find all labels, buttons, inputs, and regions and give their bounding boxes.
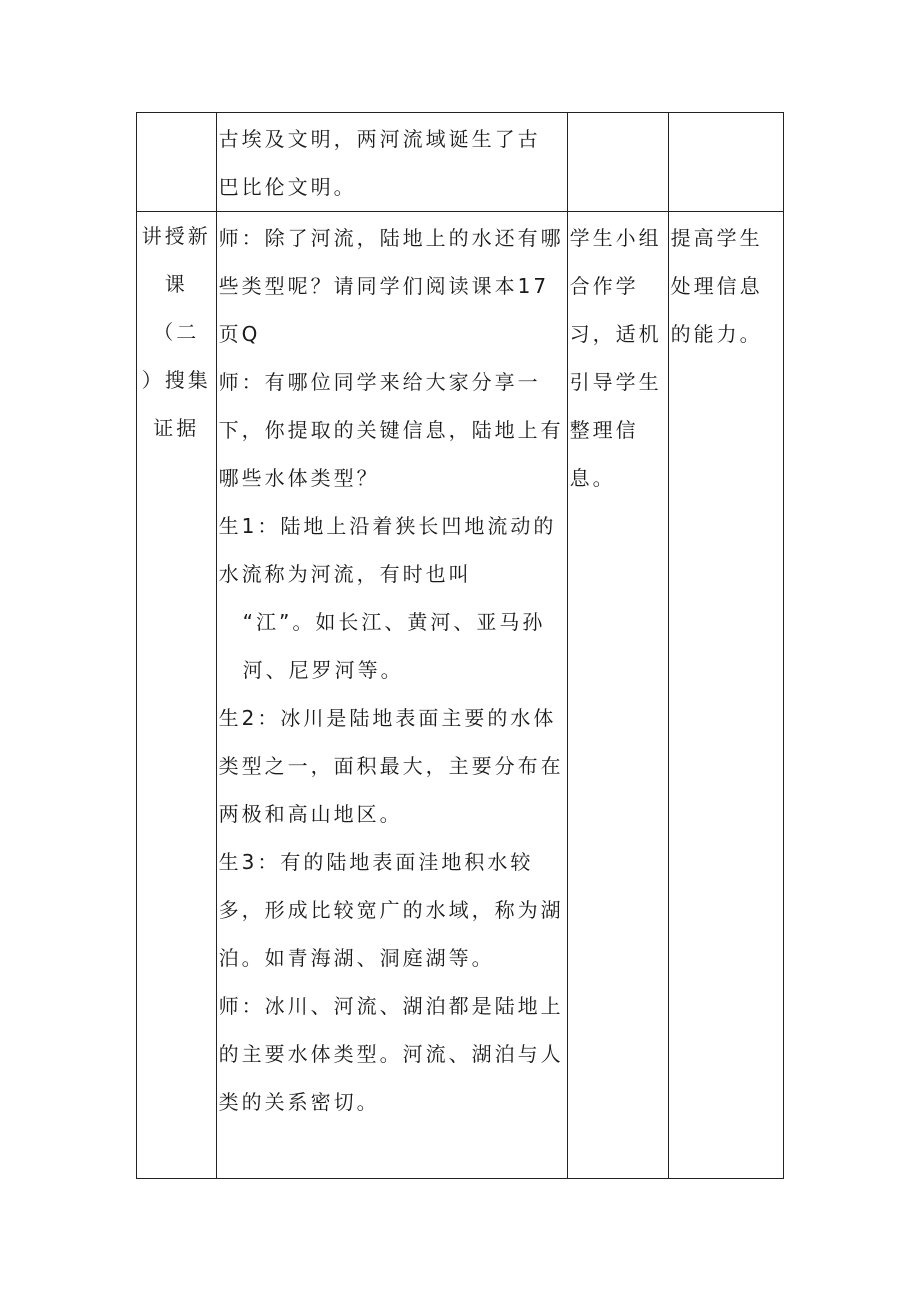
student-answer-1-continued: “江”。如长江、黄河、亚马孙河、尼罗河等。 [242,610,546,682]
student-answer-1: 生1：陆地上沿着狭长凹地流动的水流称为河流，有时也叫 [218,514,557,586]
student-answer-3: 生3：有的陆地表面洼地积水较多，形成比较宽广的水域，称为湖泊。如青海湖、洞庭湖等。 [218,850,564,970]
teacher-question: 师：除了河流，陆地上的水还有哪些类型呢？请同学们阅读课本17页Q [218,226,564,346]
student-answer-2: 生2：冰川是陆地表面主要的水体类型之一，面积最大，主要分布在两极和高山地区。 [218,706,564,826]
student-activity-cell [567,113,668,212]
content-line: 古埃及文明，两河流域诞生了古 [218,127,541,151]
stage-line: 证据 [153,416,200,440]
stage-line: 课 [164,272,188,296]
student-activity-cell [567,212,668,1179]
content-cell [216,113,567,212]
design-intent-cell [668,212,783,1179]
teacher-summary: 师：冰川、河流、湖泊都是陆地上的主要水体类型。河流、湖泊与人类的关系密切。 [218,994,564,1114]
teacher-prompt: 师：有哪位同学来给大家分享一下，你提取的关键信息，陆地上有哪些水体类型？ [218,370,564,490]
table-row [137,113,784,212]
content-cell [216,212,567,1179]
stage-line: ）搜集 [141,368,211,392]
design-intent-cell [668,113,783,212]
stage-cell [137,113,217,212]
stage-line: 讲授新 [141,224,211,248]
content-line: 巴比伦文明。 [218,175,357,199]
student-activity-text: 学生小组合作学习，适机引导学生整理信息。 [569,226,662,490]
design-intent-text: 提高学生处理信息的能力。 [670,226,763,346]
stage-line: （二 [153,320,200,344]
stage-cell [137,212,217,1179]
table-row [137,212,784,1179]
lesson-plan-table [136,112,784,1179]
